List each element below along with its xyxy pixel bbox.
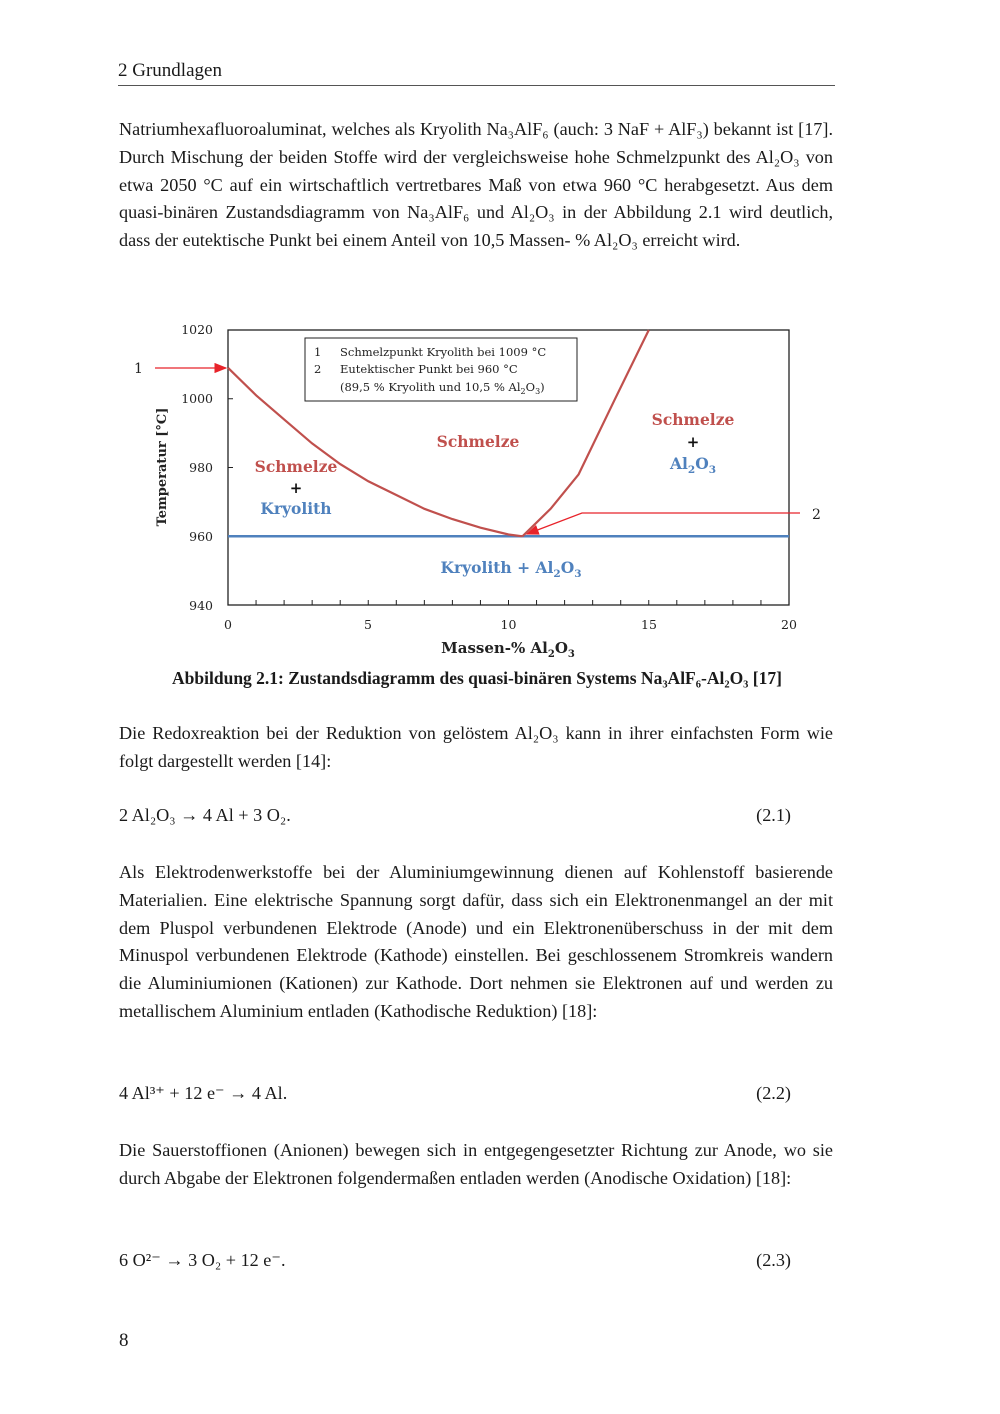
- svg-text:960: 960: [189, 529, 213, 544]
- paragraph-3: Als Elektrodenwerkstoffe bei der Aluminiumgewinnung dienen auf Kohlenstoff basierende Materialien. Eine elektrische Spannung sorgt dafür, dass sich ein Elektronenmangel an der mit dem Pluspol verbundenen Elektrode (Anode) und ein Elektronenüberschuss in der mit dem Minuspol verbundenen Elektrode (Kathode) einstellen. Bei geschlossenem Stromkreis wandern die Aluminiumionen (Kationen) zur Kathode. Dort nehmen sie Elektronen auf und werden zu metallischem Aluminium entladen (Kathodische Reduktion) [18]:: [119, 862, 833, 1021]
- y-axis-ticks: [228, 399, 233, 537]
- svg-text:Schmelze: Schmelze: [651, 410, 735, 429]
- svg-text:Schmelzpunkt Kryolith bei 1009: Schmelzpunkt Kryolith bei 1009 °C: [340, 345, 547, 359]
- equation-2-3: [119, 1250, 791, 1271]
- caption-text: Abbildung 2.1: Zustandsdiagramm des quasi-binären Systems Na₃AlF₆-Al₂O₃ [17]: [172, 668, 782, 688]
- y-tick-labels: [181, 322, 213, 613]
- svg-text:Al2O3: $Al_2O_3$: [669, 454, 717, 476]
- svg-text:980: 980: [189, 460, 213, 475]
- svg-text:940: 940: [189, 598, 213, 613]
- x-axis-title: Massen-% $Al_2O_3$: [441, 639, 575, 660]
- legend-text: [314, 345, 546, 396]
- svg-text:0: 0: [224, 617, 232, 632]
- phase-diagram: [0, 0, 1000, 660]
- equation-number: (2.1): [756, 805, 791, 825]
- svg-text:Eutektischer Punkt bei 960 °C: Eutektischer Punkt bei 960 °C: [340, 362, 518, 376]
- page-number: 8: [119, 1330, 129, 1351]
- svg-text:Kryolith: Kryolith: [260, 499, 332, 518]
- equation-number: (2.2): [756, 1083, 791, 1103]
- y-axis-title: Temperatur [°C]: [155, 407, 170, 527]
- svg-text:1000: 1000: [181, 391, 213, 406]
- svg-text:Kryolith + Al2O3: Kryolith + $Al_2O_3$: [440, 558, 582, 580]
- equation-formula: 6 O²⁻ → 3 O₂ + 12 e⁻.: [119, 1250, 286, 1270]
- svg-text:(89,5 % Kryolith und 10,5 % Al: (89,5 % Kryolith und 10,5 % $Al_2O_3$): [340, 380, 545, 396]
- svg-text:2: 2: [314, 362, 322, 376]
- equation-formula: 4 Al³⁺ + 12 e⁻ → 4 Al.: [119, 1083, 288, 1103]
- svg-text:10: 10: [500, 617, 517, 632]
- annotation-2-arrow: [527, 513, 800, 534]
- equation-formula: 2 Al₂O₃ → 4 Al + 3 O₂.: [119, 805, 291, 825]
- equation-number: (2.3): [756, 1250, 791, 1270]
- paragraph-1: Natriumhexafluoroaluminat, welches als Kryolith Na₃AlF₆ (auch: 3 NaF + AlF₃) bekannt ist [17]. Durch Mischung der beiden Stoffe wird der vergleichsweise hohe Schmelzpunkt des Al₂O₃ von etwa 2050 °C auf ein wirtschaftlich vertretbares Maß von etwa 960 °C herabgesetzt. Aus dem quasi-binären Zustandsdiagramm von Na₃AlF₆ und Al₂O₃ in der Abbildung 2.1 wird deutlich, dass der eutektische Punkt bei einem Anteil von 10,5 Massen- % Al₂O₃ erreicht wird.: [119, 119, 833, 251]
- equation-2-2: [119, 1083, 791, 1104]
- x-axis-ticks: [256, 600, 761, 605]
- svg-text:+: +: [686, 433, 700, 451]
- svg-text:15: 15: [641, 617, 657, 632]
- paragraph-2: Die Redoxreaktion bei der Reduktion von gelöstem Al₂O₃ kann in ihrer einfachsten Form wie folgt dargestellt werden [14]:: [119, 723, 833, 771]
- annotation-1-label: 1: [134, 361, 143, 377]
- svg-text:20: 20: [781, 617, 797, 632]
- region-labels: [255, 410, 735, 580]
- svg-text:1: 1: [314, 345, 322, 359]
- svg-text:Schmelze: Schmelze: [436, 432, 520, 451]
- figure-caption: [0, 668, 954, 689]
- svg-text:Schmelze: Schmelze: [254, 457, 338, 476]
- svg-text:1020: 1020: [181, 322, 213, 337]
- svg-text:5: 5: [364, 617, 372, 632]
- paragraph-4: Die Sauerstoffionen (Anionen) bewegen sich in entgegengesetzter Richtung zur Anode, wo sie durch Abgabe der Elektronen folgendermaßen entladen werden (Anodische Oxidation) [18]:: [119, 1140, 833, 1188]
- running-header: 2 Grundlagen: [118, 60, 835, 86]
- equation-2-1: [119, 805, 791, 826]
- x-tick-labels: [224, 617, 797, 632]
- annotation-2-label: 2: [812, 507, 821, 523]
- svg-text:+: +: [289, 479, 303, 497]
